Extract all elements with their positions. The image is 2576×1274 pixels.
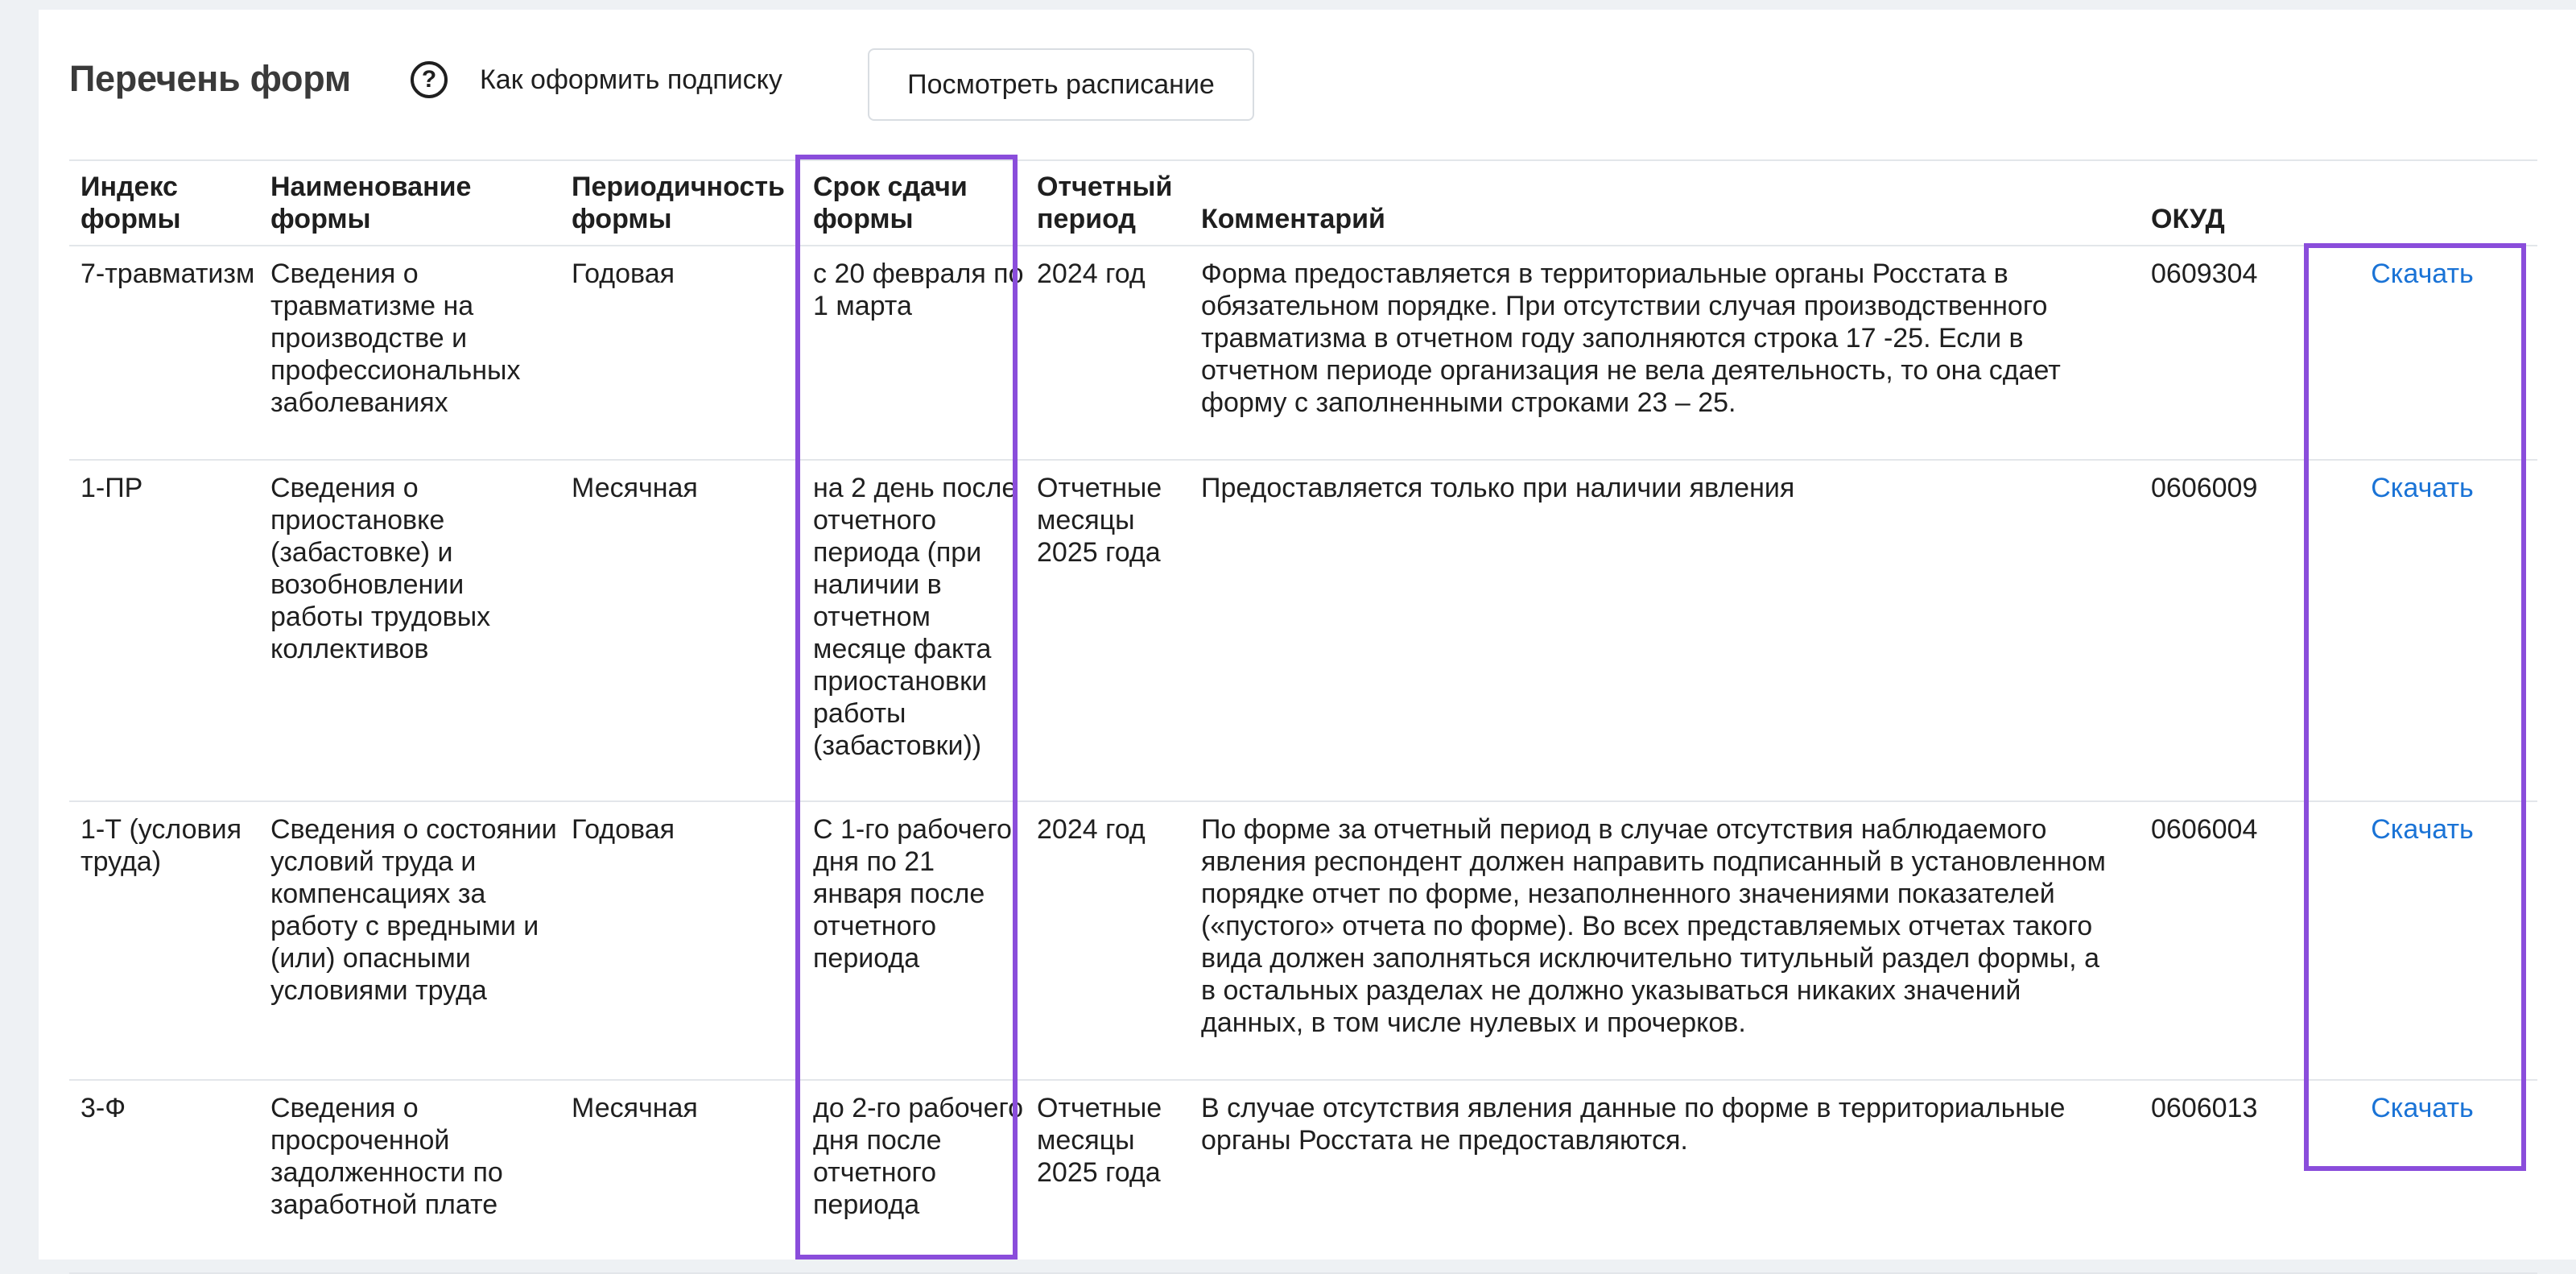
comment-cell: По форме за отчетный период в случае отсутствия наблюдаемого явления респондент должен направить подписанный в установленном порядке отчет по форме, незаполненного значениями показателей («пустого» отчета по форме). Во всех представляемых отчетах такого вида должен заполняться исключительно титульный раздел формы, а в остальных разделах не должно указываться никаких значений данных, в том числе нулевых и прочерков.	[1190, 801, 2140, 1080]
view-schedule-button[interactable]: Посмотреть расписание	[868, 48, 1254, 121]
question-circle-icon: ?	[411, 61, 448, 98]
forms-table	[69, 161, 2537, 1274]
reporting-period-cell: 2024 год	[1026, 801, 1190, 1080]
download-cell	[2296, 246, 2537, 460]
column-header-action	[2296, 161, 2537, 246]
table-row	[69, 246, 2537, 460]
form-index-cell: 1-Т (условия труда)	[69, 801, 259, 1080]
okud-cell: 0606009	[2140, 460, 2296, 801]
reporting-period-cell: Отчетные месяцы 2025 года	[1026, 460, 1190, 801]
periodicity-cell: Годовая	[560, 246, 802, 460]
periodicity-cell: Годовая	[560, 801, 802, 1080]
form-index-cell: 3-Ф	[69, 1080, 259, 1273]
download-cell	[2296, 460, 2537, 801]
reporting-period-cell: Отчетные месяцы 2025 года	[1026, 1080, 1190, 1273]
form-index-cell: 7-травматизм	[69, 246, 259, 460]
comment-cell: Предоставляется только при наличии явления	[1190, 460, 2140, 801]
deadline-cell: С 1-го рабочего дня по 21 января после отчетного периода	[802, 801, 1026, 1080]
column-header-name: Наименование формы	[259, 161, 560, 246]
okud-cell: 0609304	[2140, 246, 2296, 460]
download-link[interactable]: Скачать	[2371, 1093, 2474, 1123]
column-header-period: Отчетный период	[1026, 161, 1190, 246]
download-link[interactable]: Скачать	[2371, 259, 2474, 289]
column-header-index: Индекс формы	[69, 161, 259, 246]
form-name-cell: Сведения о состоянии условий труда и компенсациях за работу с вредными и (или) опасными условиями труда	[259, 801, 560, 1080]
periodicity-cell: Месячная	[560, 1080, 802, 1273]
download-cell	[2296, 801, 2537, 1080]
form-name-cell: Сведения о травматизме на производстве и профессиональных заболеваниях	[259, 246, 560, 460]
page-title: Перечень форм	[69, 58, 351, 99]
table-header-row	[69, 161, 2537, 246]
deadline-cell: до 2-го рабочего дня после отчетного периода	[802, 1080, 1026, 1273]
deadline-cell: с 20 февраля по 1 марта	[802, 246, 1026, 460]
periodicity-cell: Месячная	[560, 460, 802, 801]
deadline-cell: на 2 день после отчетного периода (при наличии в отчетном месяце факта приостановки работы (забастовки))	[802, 460, 1026, 801]
form-name-cell: Сведения о приостановке (забастовке) и возобновлении работы трудовых коллективов	[259, 460, 560, 801]
okud-cell: 0606004	[2140, 801, 2296, 1080]
reporting-period-cell: 2024 год	[1026, 246, 1190, 460]
comment-cell: Форма предоставляется в территориальные органы Росстата в обязательном порядке. При отсутствии случая производственного травматизма в отчетном году заполняются строка 17 -25. Если в отчетном периоде организация не вела деятельность, то она сдает форму с заполненными строками 23 – 25.	[1190, 246, 2140, 460]
download-link[interactable]: Скачать	[2371, 814, 2474, 845]
table-row	[69, 460, 2537, 801]
subscription-help-label: Как оформить подписку	[480, 64, 782, 95]
subscription-help-link[interactable]	[411, 61, 782, 98]
download-link[interactable]: Скачать	[2371, 473, 2474, 503]
column-header-deadline: Срок сдачи формы	[802, 161, 1026, 246]
okud-cell: 0606013	[2140, 1080, 2296, 1273]
table-row	[69, 1080, 2537, 1273]
comment-cell: В случае отсутствия явления данные по форме в территориальные органы Росстата не предоставляются.	[1190, 1080, 2140, 1273]
download-cell	[2296, 1080, 2537, 1273]
column-header-okud: ОКУД	[2140, 161, 2296, 246]
form-index-cell: 1-ПР	[69, 460, 259, 801]
column-header-periodicity: Периодичность формы	[560, 161, 802, 246]
table-row	[69, 801, 2537, 1080]
form-name-cell: Сведения о просроченной задолженности по заработной плате	[259, 1080, 560, 1273]
column-header-comment: Комментарий	[1190, 161, 2140, 246]
